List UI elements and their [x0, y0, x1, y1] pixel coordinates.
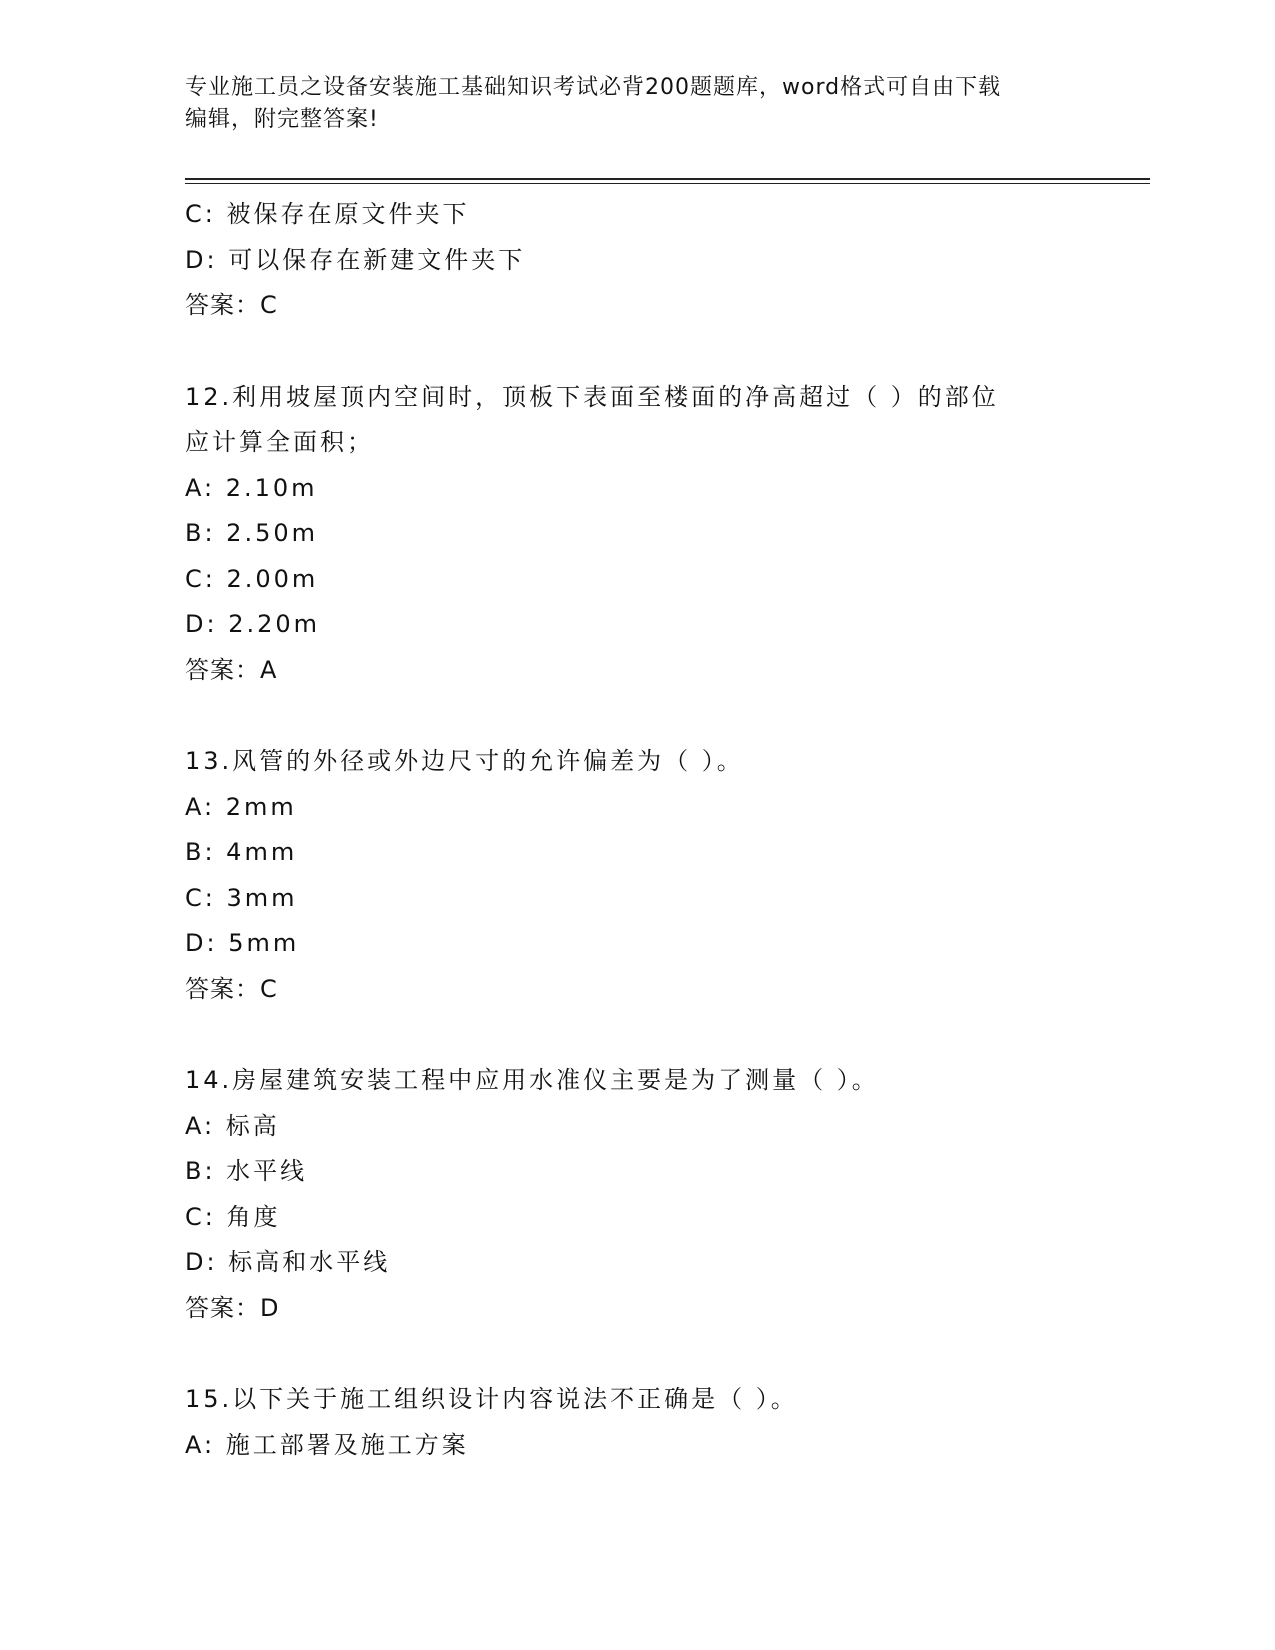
option-c: C: 3mm: [185, 883, 298, 912]
question-list: [185, 192, 1065, 1468]
option-d: D: 标高和水平线: [185, 1248, 391, 1276]
header-line-1: 专业施工员之设备安装施工基础知识考试必背200题题库，word格式可自由下载: [185, 75, 1002, 100]
question-text-line-1: 15.以下关于施工组织设计内容说法不正确是（ ）。: [185, 1385, 798, 1413]
question-14: [185, 1058, 1065, 1331]
document-header: [185, 72, 1065, 136]
option-c: C: 2.00m: [185, 564, 319, 593]
question-13: [185, 739, 1065, 1012]
header-divider-thin: [185, 183, 1150, 184]
question-11-partial: [185, 192, 1065, 329]
answer-line: 答案：D: [185, 1293, 280, 1322]
question-15: [185, 1377, 1065, 1468]
question-text-line-2: 应计算全面积；: [185, 428, 374, 456]
question-text-line-1: 12.利用坡屋顶内空间时，顶板下表面至楼面的净高超过（ ）的部位: [185, 382, 999, 411]
option-d: D: 5mm: [185, 929, 300, 957]
option-b: B: 4mm: [185, 838, 298, 866]
header-divider-thick: [185, 178, 1150, 180]
header-line-2: 编辑，附完整答案!: [185, 107, 379, 132]
option-a: A: 施工部署及施工方案: [185, 1430, 469, 1459]
option-a: A: 标高: [185, 1111, 280, 1140]
option-c: C: 被保存在原文件夹下: [185, 200, 470, 228]
option-d: D: 可以保存在新建文件夹下: [185, 245, 526, 274]
option-c: C: 角度: [185, 1202, 281, 1231]
option-b: B: 2.50m: [185, 519, 318, 547]
question-text-line-1: 14.房屋建筑安装工程中应用水准仪主要是为了测量（ ）。: [185, 1066, 879, 1094]
answer-line: 答案：C: [185, 291, 278, 319]
question-text-line-1: 13.风管的外径或外边尺寸的允许偏差为（ ）。: [185, 747, 744, 775]
option-b: B: 水平线: [185, 1157, 308, 1185]
option-a: A: 2mm: [185, 792, 297, 821]
question-12: [185, 375, 1065, 694]
option-d: D: 2.20m: [185, 610, 321, 638]
option-a: A: 2.10m: [185, 473, 318, 502]
answer-line: 答案：C: [185, 974, 278, 1003]
answer-line: 答案：A: [185, 655, 278, 684]
